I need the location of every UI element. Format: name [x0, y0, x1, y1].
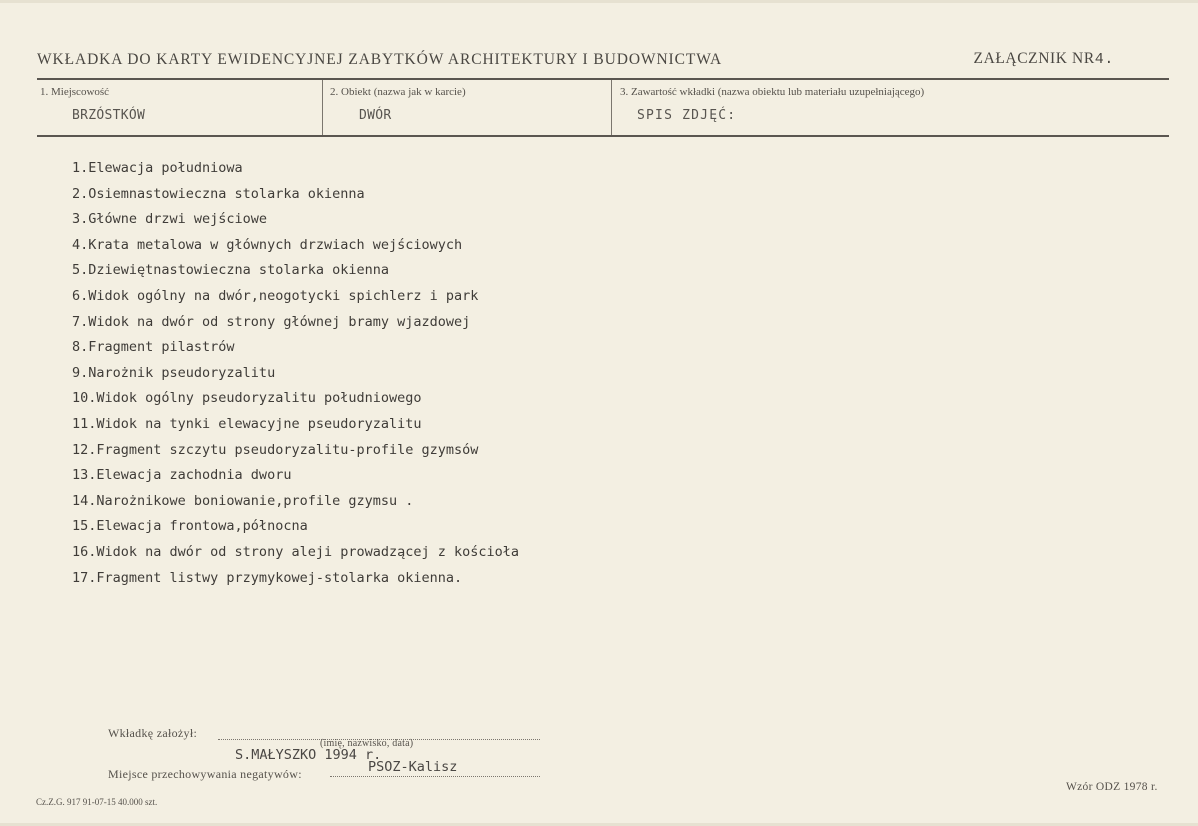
photo-list [72, 158, 519, 593]
list-item: 17.Fragment listwy przymykowej-stolarka okienna. [72, 569, 463, 586]
annex-label: ZAŁĄCZNIK NR [973, 50, 1095, 67]
list-item: 5.Dziewiętnastowieczna stolarka okienna [72, 262, 389, 279]
field-divider [322, 80, 323, 135]
page-edge [0, 0, 1198, 3]
header-rule-bottom [37, 135, 1169, 137]
author-value: S.MAŁYSZKO 1994 r. [235, 747, 382, 763]
list-item: 6.Widok ogólny na dwór,neogotycki spichlerz i park [72, 287, 479, 304]
location-value: BRZÓSTKÓW [72, 108, 146, 123]
contents-value: SPIS ZDJĘĆ: [637, 108, 737, 123]
annex-number-value: 4. [1094, 51, 1114, 68]
list-item: 7.Widok na dwór od strony głównej bramy wjazdowej [72, 313, 471, 330]
field-divider [611, 80, 612, 135]
list-item: 14.Narożnikowe boniowanie,profile gzymsu . [72, 492, 414, 509]
list-item: 8.Fragment pilastrów [72, 339, 235, 356]
list-item: 15.Elewacja frontowa,północna [72, 518, 308, 535]
negatives-label: Miejsce przechowywania negatywów: [108, 767, 302, 781]
negatives-line [330, 776, 540, 777]
form-title: WKŁADKA DO KARTY EWIDENCYJNEJ ZABYTKÓW ARCHITEKTURY I BUDOWNICTWA [37, 51, 723, 68]
negatives-value: PSOZ-Kalisz [368, 759, 458, 775]
list-item: 16.Widok na dwór od strony aleji prowadzącej z kościoła [72, 543, 520, 560]
list-item: 9.Narożnik pseudoryzalitu [72, 364, 276, 381]
list-item: 10.Widok ogólny pseudoryzalitu południowego [72, 390, 422, 407]
list-item: 11.Widok na tynki elewacyjne pseudoryzalitu [72, 415, 422, 432]
list-item: 3.Główne drzwi wejściowe [72, 211, 268, 228]
header-rule-top [37, 78, 1169, 80]
list-item: 13.Elewacja zachodnia dworu [72, 467, 292, 484]
location-label: 1. Miejscowość [40, 86, 110, 98]
contents-label: 3. Zawartość wkładki (nazwa obiektu lub materiału uzupełniającego) [620, 86, 925, 98]
annex-number [974, 50, 1115, 68]
list-item: 2.Osiemnastowieczna stolarka okienna [72, 185, 365, 202]
author-label: Wkładkę założył: [108, 726, 198, 740]
list-item: 4.Krata metalowa w głównych drzwiach wejściowych [72, 236, 463, 253]
author-hint: (imię, nazwisko, data) [320, 738, 414, 749]
print-info: Cz.Z.G. 917 91-07-15 40.000 szt. [36, 797, 158, 807]
form-model: Wzór ODZ 1978 r. [1066, 781, 1158, 793]
list-item: 12.Fragment szczytu pseudoryzalitu-profile gzymsów [72, 441, 479, 458]
object-label: 2. Obiekt (nazwa jak w karcie) [330, 86, 466, 98]
object-value: DWÓR [359, 108, 392, 123]
list-item: 1.Elewacja południowa [72, 160, 243, 176]
